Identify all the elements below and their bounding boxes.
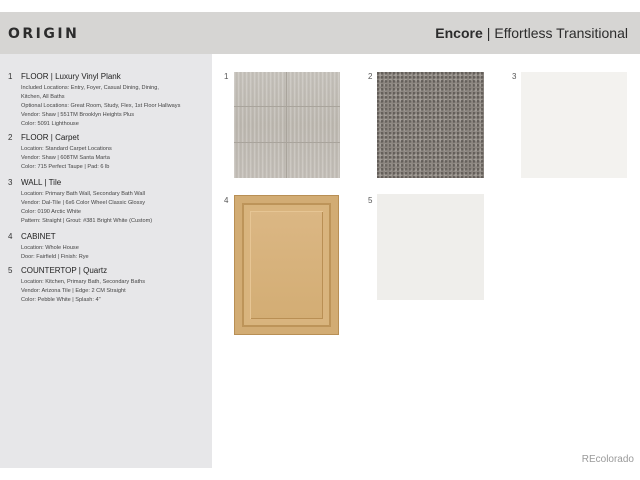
collection-name: Encore (435, 25, 483, 41)
spec-number: 3 (8, 178, 13, 187)
spec-number: 2 (8, 133, 13, 142)
collection-title (435, 25, 628, 41)
spec-details (21, 244, 207, 262)
spec-details (21, 278, 207, 305)
wall-tile-swatch (521, 72, 627, 178)
spec-title: FLOOR | Luxury Vinyl Plank (21, 72, 121, 81)
cabinet-door-swatch (234, 195, 339, 335)
brand-logo: ORIGIN (8, 26, 80, 42)
countertop-swatch (377, 194, 484, 300)
swatch-label-2: 2 (368, 72, 373, 81)
spec-line: Color: 5091 Lighthouse (21, 121, 79, 127)
spec-line: Color: 715 Perfect Taupe | Pad: 6 lb (21, 164, 110, 170)
spec-line: Vendor: Shaw | 551TM Brooklyn Heights Plus (21, 112, 135, 118)
spec-line: Color: 0190 Arctic White (21, 209, 82, 215)
cabinet-door-panel (250, 211, 323, 319)
style-name: Effortless Transitional (494, 25, 628, 41)
spec-line: Door: Fairfield | Finish: Rye (21, 254, 89, 260)
swatch-label-5: 5 (368, 196, 373, 205)
spec-line: Location: Kitchen, Primary Bath, Secondary Baths (21, 279, 146, 285)
swatch-label-3: 3 (512, 72, 517, 81)
spec-line: Vendor: Arizona Tile | Edge: 2 CM Straight (21, 288, 126, 294)
spec-line: Location: Standard Carpet Locations (21, 146, 112, 152)
spec-line: Kitchen, All Baths (21, 94, 65, 100)
vinyl-plank-swatch (234, 72, 340, 178)
carpet-swatch (377, 72, 484, 178)
title-separator: | (486, 25, 491, 41)
header-bar (0, 12, 640, 54)
spec-line: Pattern: Straight | Grout: #381 Bright White (Custom) (21, 218, 153, 224)
watermark: REcolorado (581, 454, 634, 465)
spec-details (21, 84, 207, 129)
plank-seam (234, 106, 340, 107)
spec-number: 1 (8, 72, 13, 81)
spec-line: Optional Locations: Great Room, Study, Flex, 1st Floor Hallways (21, 103, 181, 109)
spec-line: Color: Pebble White | Splash: 4" (21, 297, 101, 303)
spec-number: 4 (8, 232, 13, 241)
spec-details (21, 190, 207, 226)
spec-line: Vendor: Shaw | 608TM Santa Marta (21, 155, 110, 161)
spec-title: WALL | Tile (21, 178, 62, 187)
plank-seam (286, 72, 287, 178)
spec-line: Included Locations: Entry, Foyer, Casual Dining, Dining, (21, 85, 159, 91)
spec-title: COUNTERTOP | Quartz (21, 266, 108, 275)
spec-number: 5 (8, 266, 13, 275)
spec-title: CABINET (21, 232, 56, 241)
plank-seam (234, 142, 340, 143)
spec-title: FLOOR | Carpet (21, 133, 80, 142)
spec-line: Vendor: Dal-Tile | 6x6 Color Wheel Classic Glossy (21, 200, 146, 206)
spec-line: Location: Whole House (21, 245, 79, 251)
swatch-label-4: 4 (224, 196, 229, 205)
spec-line: Location: Primary Bath Wall, Secondary Bath Wall (21, 191, 145, 197)
spec-details (21, 145, 207, 172)
swatch-label-1: 1 (224, 72, 229, 81)
